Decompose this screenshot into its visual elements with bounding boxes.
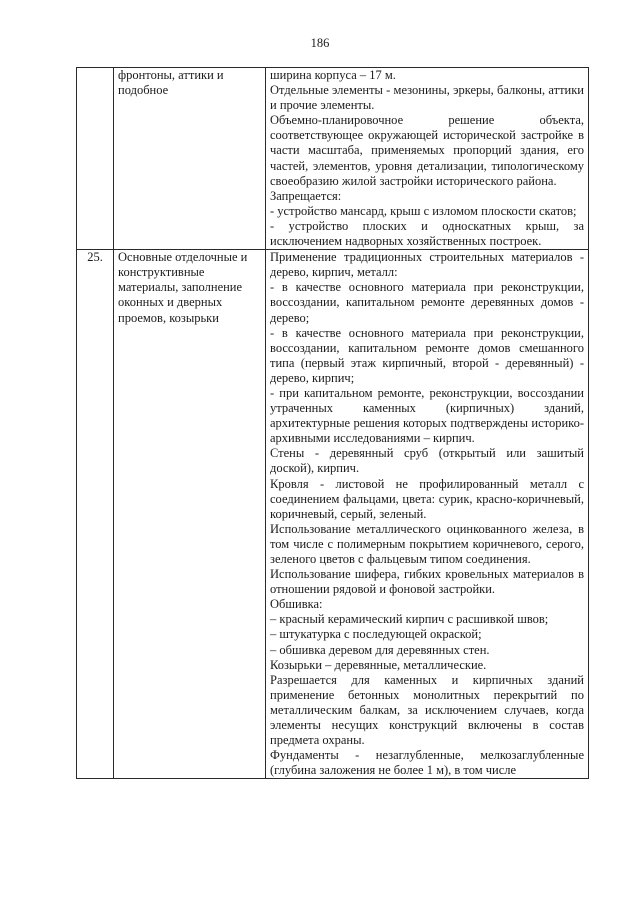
table-row [77,250,589,779]
requirements-cell [266,250,589,779]
page-number: 186 [310,36,330,50]
row-number [77,68,114,250]
requirement-paragraph: Применение традиционных строительных материалов - дерево, кирпич, металл: [270,250,584,280]
requirement-paragraph: Использование шифера, гибких кровельных материалов в отношении рядовой и фоновой застройки. [270,567,584,597]
element-name: фронтоны, аттики и подобное [114,68,266,250]
requirement-paragraph: Запрещается: [270,188,342,203]
requirement-paragraph: Кровля - листовой не профилированный металл с соединением фальцами, цвета: сурик, красно-коричневый, коричневый, серый, зеленый. [270,476,584,521]
requirement-paragraph: Объемно-планировочное решение объекта, соответствующее окружающей исторической застройке в части масштаба, применяемых пропорций здания, его частей, элементов, уровня детализации, типологическому своеобразию жилой застройки исторического района. [270,113,584,188]
table-row [77,68,589,250]
requirements-cell [266,68,589,250]
requirement-paragraph: Обшивка: [270,597,323,612]
requirement-paragraph: Козырьки – деревянные, металлические. [270,657,487,672]
requirement-paragraph: - устройство плоских и односкатных крыш, за исключением надворных хозяйственных построек. [270,218,584,249]
requirement-paragraph: Отдельные элементы - мезонины, эркеры, балконы, аттики и прочие элементы. [270,83,584,113]
requirement-paragraph: Стены - деревянный сруб (открытый или зашитый доской), кирпич. [270,446,584,476]
element-name: Основные отделочные и конструктивные материалы, заполнение оконных и дверных проемов, козырьки [114,250,266,779]
row-number: 25. [77,250,114,779]
requirement-paragraph: Фундаменты - незаглубленные, мелкозаглубленные (глубина заложения не более 1 м), в том числе [270,748,584,778]
requirement-paragraph: - при капитальном ремонте, реконструкции, воссоздании утраченных каменных (кирпичных) зданий, архитектурные решения которых подтверждены историко-архивными исследованиями – кирпич. [270,385,584,446]
requirement-paragraph: Использование металлического оцинкованного железа, в том числе с полимерным покрытием коричневого, серого, зеленого цветов с фальцевым типом соединения. [270,521,584,566]
requirement-paragraph: - в качестве основного материала при реконструкции, воссоздании, капитальном ремонте домов смешанного типа (первый этаж кирпичный, второй - деревянный) - дерево, кирпич; [270,325,584,385]
requirement-paragraph: – красный керамический кирпич с расшивкой швов; [270,612,549,627]
requirement-paragraph: - устройство мансард, крыш с изломом плоскости скатов; [270,203,577,218]
requirement-paragraph: Разрешается для каменных и кирпичных зданий применение бетонных монолитных перекрытий по металлическим балкам, за исключением случаев, когда элементы несущих конструкций включены в состав предмета охраны. [270,672,584,748]
regulations-table [76,67,589,779]
requirement-paragraph: – штукатурка с последующей окраской; [270,627,482,642]
requirement-paragraph: - в качестве основного материала при реконструкции, воссоздании, капитальном ремонте деревянных домов - дерево; [270,280,584,325]
requirement-paragraph: ширина корпуса – 17 м. [270,68,396,82]
requirement-paragraph: – обшивка деревом для деревянных стен. [270,642,490,657]
